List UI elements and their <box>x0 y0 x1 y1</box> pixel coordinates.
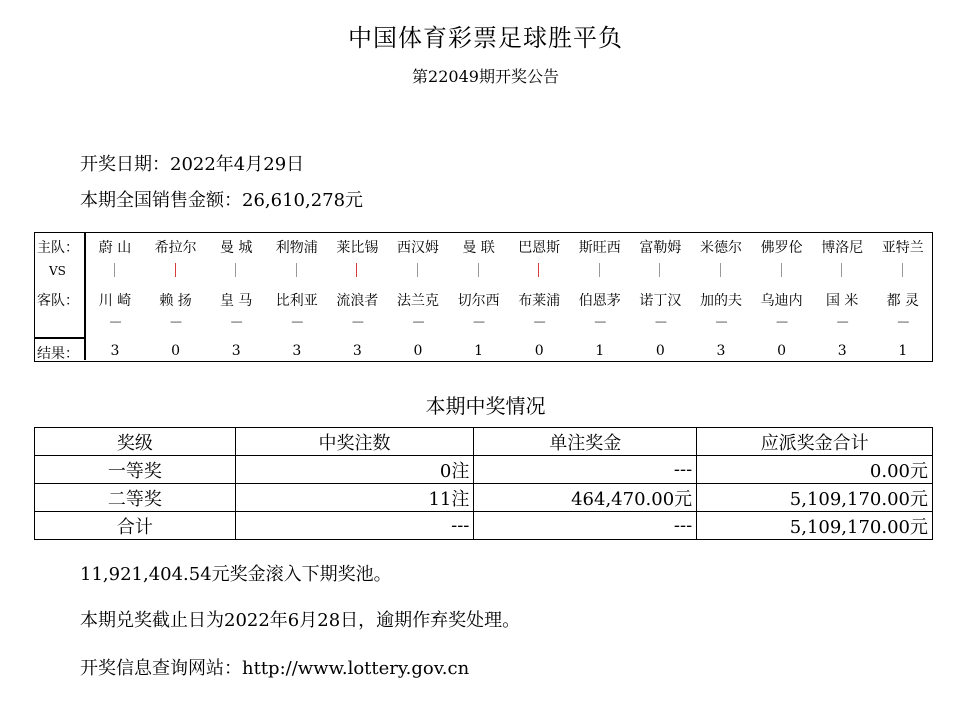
home-team: 利物浦 <box>275 240 318 256</box>
dash-separator: ---- <box>776 315 788 328</box>
vs-divider-mark <box>417 263 418 277</box>
home-team: 博洛尼 <box>821 240 864 256</box>
winner-count: --- <box>235 512 474 540</box>
home-team: 西汉姆 <box>397 240 439 256</box>
vs-divider-mark <box>599 263 600 277</box>
rollover-note: 11,921,404.54元奖金滚入下期奖池。 <box>80 564 392 585</box>
away-team: 国 米 <box>825 293 859 309</box>
match-result: 1 <box>474 343 484 359</box>
dash-separator: ---- <box>230 315 242 328</box>
away-team: 比利亚 <box>275 293 318 309</box>
home-team: 希拉尔 <box>154 240 197 256</box>
column-header: 奖级 <box>35 428 236 456</box>
away-team: 都 灵 <box>886 293 920 309</box>
home-team: 曼 联 <box>462 240 495 256</box>
away-team: 流浪者 <box>336 293 379 309</box>
match-column <box>509 233 569 361</box>
home-team: 佛罗伦 <box>760 240 803 256</box>
home-team: 巴恩斯 <box>518 240 561 256</box>
away-team: 皇 马 <box>219 293 253 309</box>
result-row-divider <box>35 337 84 339</box>
away-team: 诺丁汉 <box>639 293 682 309</box>
dash-separator: ---- <box>897 315 909 328</box>
dash-separator: ---- <box>594 315 606 328</box>
match-column <box>449 233 509 361</box>
match-result: 0 <box>413 343 423 359</box>
page-subtitle: 第22049期开奖公告 <box>412 67 559 86</box>
dash-separator: ---- <box>109 315 121 328</box>
match-result: 3 <box>837 343 847 359</box>
vs-divider-mark <box>538 263 539 277</box>
prize-level: 一等奖 <box>35 456 236 484</box>
deadline-note: 本期兑奖截止日为2022年6月28日，逾期作弃奖处理。 <box>80 610 521 631</box>
dash-separator: ---- <box>351 315 363 328</box>
home-team: 斯旺西 <box>578 240 621 256</box>
prize-per-ticket: --- <box>474 456 697 484</box>
website-note: 开奖信息查询网站：http://www.lottery.gov.cn <box>80 658 470 679</box>
home-team: 富勒姆 <box>639 240 682 256</box>
table-row <box>35 512 933 540</box>
dash-separator: ---- <box>533 315 545 328</box>
match-column <box>327 233 387 361</box>
away-label: 客队： <box>37 293 79 309</box>
home-team: 亚特兰 <box>881 240 924 256</box>
vs-divider-mark <box>659 263 660 277</box>
dash-separator: ---- <box>473 315 485 328</box>
column-header: 单注奖金 <box>474 428 697 456</box>
dash-separator: ---- <box>170 315 182 328</box>
match-column <box>752 233 812 361</box>
vs-divider-mark <box>720 263 721 277</box>
prize-per-ticket: --- <box>474 512 697 540</box>
draw-date: 开奖日期：2022年4月29日 <box>80 154 305 175</box>
prize-level: 合计 <box>35 512 236 540</box>
away-team: 法兰克 <box>397 293 439 309</box>
match-column <box>630 233 690 361</box>
home-team: 莱比锡 <box>336 240 379 256</box>
vs-divider-mark <box>356 263 357 277</box>
vs-divider-mark <box>841 263 842 277</box>
match-column <box>267 233 327 361</box>
match-column <box>570 233 630 361</box>
match-column <box>812 233 872 361</box>
away-team: 川 崎 <box>98 293 132 309</box>
column-header: 应派奖金合计 <box>697 428 933 456</box>
dash-separator: ---- <box>836 315 848 328</box>
winner-count: 0注 <box>235 456 474 484</box>
match-column <box>206 233 266 361</box>
match-result: 3 <box>716 343 726 359</box>
match-column <box>85 233 145 361</box>
home-label: 主队： <box>37 240 79 256</box>
match-column <box>146 233 206 361</box>
page-title: 中国体育彩票足球胜平负 <box>348 24 623 52</box>
dash-separator: ---- <box>715 315 727 328</box>
home-team: 曼 城 <box>219 240 253 256</box>
result-label: 结果： <box>37 346 79 362</box>
prize-table-header <box>35 428 933 456</box>
match-result: 3 <box>292 343 302 359</box>
home-team: 米德尔 <box>700 240 742 256</box>
match-result: 0 <box>777 343 787 359</box>
match-result: 3 <box>110 343 120 359</box>
vs-divider-mark <box>175 263 176 277</box>
match-result: 3 <box>231 343 241 359</box>
dash-separator: ---- <box>291 315 303 328</box>
vs-divider-mark <box>902 263 903 277</box>
table-row <box>35 484 933 512</box>
away-team: 加的夫 <box>700 293 742 309</box>
vs-divider-mark <box>235 263 236 277</box>
vs-divider-mark <box>781 263 782 277</box>
winner-count: 11注 <box>235 484 474 512</box>
match-column <box>691 233 751 361</box>
dash-separator: ---- <box>412 315 424 328</box>
match-table <box>34 232 933 362</box>
prize-table <box>34 427 933 540</box>
match-result: 1 <box>595 343 605 359</box>
match-result: 1 <box>898 343 908 359</box>
dash-separator: ---- <box>654 315 666 328</box>
match-column <box>388 233 448 361</box>
away-team: 赖 扬 <box>159 293 192 309</box>
match-result: 0 <box>171 343 181 359</box>
vs-label: VS <box>49 264 66 278</box>
column-header: 中奖注数 <box>235 428 474 456</box>
prize-total: 5,109,170.00元 <box>697 484 933 512</box>
match-result: 3 <box>352 343 362 359</box>
home-team: 蔚 山 <box>98 240 132 256</box>
match-column <box>873 233 933 361</box>
sales-amount: 本期全国销售金额：26,610,278元 <box>80 190 364 211</box>
prize-per-ticket: 464,470.00元 <box>474 484 697 512</box>
vs-divider-mark <box>296 263 297 277</box>
prize-total: 5,109,170.00元 <box>697 512 933 540</box>
prize-total: 0.00元 <box>697 456 933 484</box>
match-result: 0 <box>534 343 544 359</box>
away-team: 伯恩茅 <box>578 293 621 309</box>
away-team: 切尔西 <box>457 293 500 309</box>
prize-level: 二等奖 <box>35 484 236 512</box>
away-team: 乌迪内 <box>760 293 803 309</box>
prize-heading: 本期中奖情况 <box>425 394 546 418</box>
away-team: 布莱浦 <box>518 293 561 309</box>
vs-divider-mark <box>478 263 479 277</box>
vs-divider-mark <box>114 263 115 277</box>
match-result: 0 <box>655 343 665 359</box>
table-row <box>35 456 933 484</box>
